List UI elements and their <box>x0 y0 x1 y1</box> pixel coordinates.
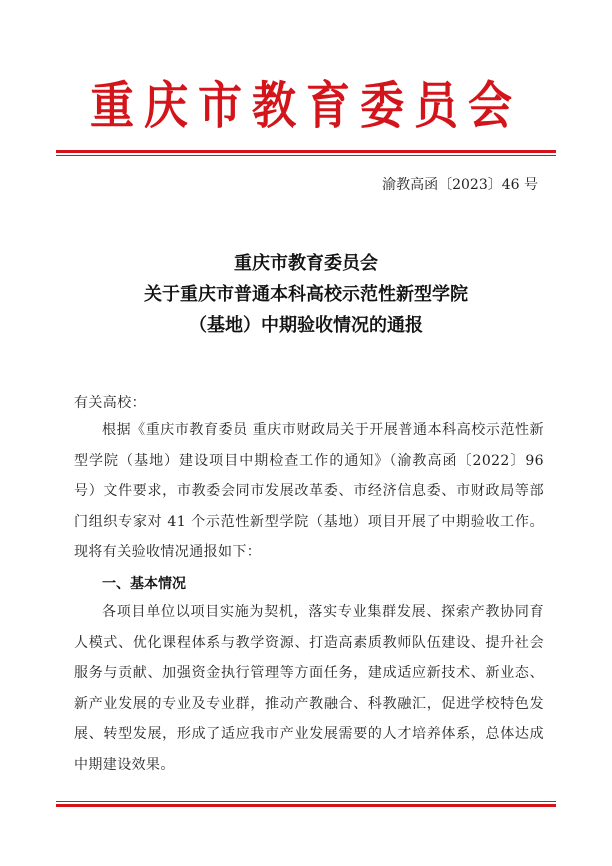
section-heading-basic-situation: 一、基本情况 <box>102 576 186 592</box>
document-title-line-3: （基地）中期验收情况的通报 <box>189 315 423 336</box>
document-number: 渝教高函〔2023〕46 号 <box>382 177 538 193</box>
body-paragraph-2: 各项目单位以项目实施为契机，落实专业集群发展、探索产教协同育人模式、优化课程体系与教学资源、打造高素质教师队伍建设、提升社会服务与贡献、加强资金执行管理等方面任务，建成适应新技术、新业态、新产业发展的专业及专业群，推动产教融合、科教融汇，促进学校特色发展、转型发展，形成了适应我市产业发展需要的人才培养体系，总体达成中期建设效果。 <box>74 604 544 773</box>
salutation: 有关高校： <box>74 395 146 411</box>
document-title <box>0 248 612 341</box>
body-paragraph-1: 根据《重庆市教育委员 重庆市财政局关于开展普通本科高校示范性新型学院（基地）建设项目中期检查工作的通知》（渝教高函〔2022〕96 号）文件要求，市教委会同市发展改革委、市经济信息委、市财政局等部门组织专家对 41 个示范性新型学院（基地）项目开展了中期验收工作。现将有关验收情况通报如下： <box>74 422 544 561</box>
issuing-organization-title: 重庆市教育委员会 <box>90 77 522 136</box>
footer-red-rule-thick <box>56 804 556 807</box>
header-red-rule-thin <box>56 155 556 156</box>
document-title-line-1: 重庆市教育委员会 <box>234 253 378 274</box>
header-red-rule-thick <box>56 150 556 153</box>
footer-red-rule-thin <box>56 801 556 802</box>
document-title-line-2: 关于重庆市普通本科高校示范性新型学院 <box>144 284 468 305</box>
